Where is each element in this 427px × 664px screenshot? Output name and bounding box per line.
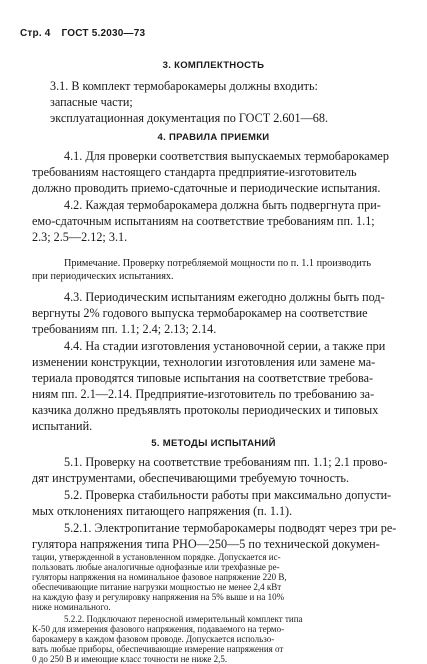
text-line: 0 до 250 В и имеющие класс точности не ниже 2,5. — [32, 654, 228, 664]
text-line: на каждую фазу и регулировку напряжения на 5% выше и на 10% — [32, 592, 285, 602]
text-line: вать любые приборы, обеспечивающие измерение напряжения от — [32, 644, 284, 654]
page-header — [20, 28, 153, 39]
text-line: емо-сдаточным испытаниям на соответствие требованиям пп. 1.1; — [32, 214, 375, 228]
text-line: 5.1. Проверку на соответствие требованиям пп. 1.1; 2.1 прово- — [64, 455, 388, 469]
paragraph-5-2-1-cont — [32, 552, 400, 612]
text-line: 4.1. Для проверки соответствия выпускаемых термобарокамер — [64, 149, 389, 163]
text-line: мых отклонениях питающего напряжения (п. 1.1). — [32, 504, 293, 518]
text-line: тации, утвержденной в установленном порядке. Допускается ис- — [32, 552, 281, 562]
text-line: казчика должно предъявлять протоколы периодических и типовых — [32, 403, 379, 417]
paragraph-4-2 — [32, 197, 400, 245]
text-line: требованиям пп. 1.1; 2.4; 2.13; 2.14. — [32, 322, 217, 336]
text-line: ниже номинального. — [32, 602, 111, 612]
text-line: изменении конструкции, технологии изготовления или замене ма- — [32, 355, 376, 369]
text-line: 5.2.1. Электропитание термобарокамеры подводят через три ре- — [64, 521, 397, 535]
section-title-acceptance-rules: 4. ПРАВИЛА ПРИЕМКИ — [157, 132, 270, 143]
paragraph-5-2-1 — [32, 520, 400, 552]
text-line: гулятора напряжения типа РНО—250—5 по технической докумен- — [32, 537, 380, 551]
note-line: Примечание. Проверку потребляемой мощности по п. 1.1 производить — [64, 258, 371, 269]
section-title-completeness: 3. КОМПЛЕКТНОСТЬ — [162, 60, 265, 71]
page-number: Стр. 4 — [20, 28, 51, 39]
text-line: должно проводить приемо-сдаточные и периодические испытания. — [32, 181, 381, 195]
paragraph-3-1 — [50, 78, 400, 126]
text-line: 4.3. Периодическим испытаниям ежегодно должны быть под- — [64, 290, 385, 304]
text-line: дят инструментами, обеспечивающими требуемую точность. — [32, 471, 350, 485]
text-line: 4.2. Каждая термобарокамера должна быть подвергнута при- — [64, 198, 381, 212]
text-line: ниям пп. 2.1—2.14. Предприятие-изготовитель по требованию за- — [32, 387, 375, 401]
text-line: 5.2.2. Подключают переносной измерительный комплект типа — [64, 614, 303, 624]
paragraph-4-3 — [32, 289, 400, 337]
text-line: барокамеру в каждом фазовом проводе. Допускается использо- — [32, 634, 275, 644]
text-line: пользовать любые аналогичные однофазные или трехфазные ре- — [32, 562, 280, 572]
section-title-test-methods: 5. МЕТОДЫ ИСПЫТАНИЙ — [151, 438, 276, 449]
text-line: эксплуатационная документация по ГОСТ 2.601—68. — [50, 111, 329, 125]
paragraph-5-1 — [32, 454, 400, 486]
standard-code: ГОСТ 5.2030—73 — [61, 28, 146, 39]
text-line: 2.3; 2.5—2.12; 3.1. — [32, 230, 128, 244]
text-line: испытаний. — [32, 419, 93, 433]
text-line: запасные части; — [50, 95, 133, 109]
text-line: вергнуты 2% годового выпуска термобарокамер на соответствие — [32, 306, 368, 320]
note-4-2 — [32, 257, 400, 283]
paragraph-5-2-2 — [32, 614, 400, 664]
note-line: при периодических испытаниях. — [32, 271, 174, 282]
paragraph-4-1 — [32, 148, 400, 196]
text-line: 3.1. В комплект термобарокамеры должны входить: — [50, 79, 318, 93]
text-line: К-50 для измерения фазового напряжения, подаваемого на термо- — [32, 624, 285, 634]
text-line: 4.4. На стадии изготовления установочной серии, а также при — [64, 339, 386, 353]
text-line: обеспечивающие питание нагрузки мощностью не менее 2,4 кВт — [32, 582, 282, 592]
text-line: гуляторы напряжения на номинальное фазовое напряжение 220 В, — [32, 572, 287, 582]
paragraph-5-2 — [32, 487, 400, 519]
text-line: териала проводятся типовые испытания на соответствие требова- — [32, 371, 374, 385]
text-line: требованиям настоящего стандарта предприятие-изготовитель — [32, 165, 357, 179]
text-line: 5.2. Проверка стабильности работы при максимально допусти- — [64, 488, 392, 502]
paragraph-4-4 — [32, 338, 400, 434]
